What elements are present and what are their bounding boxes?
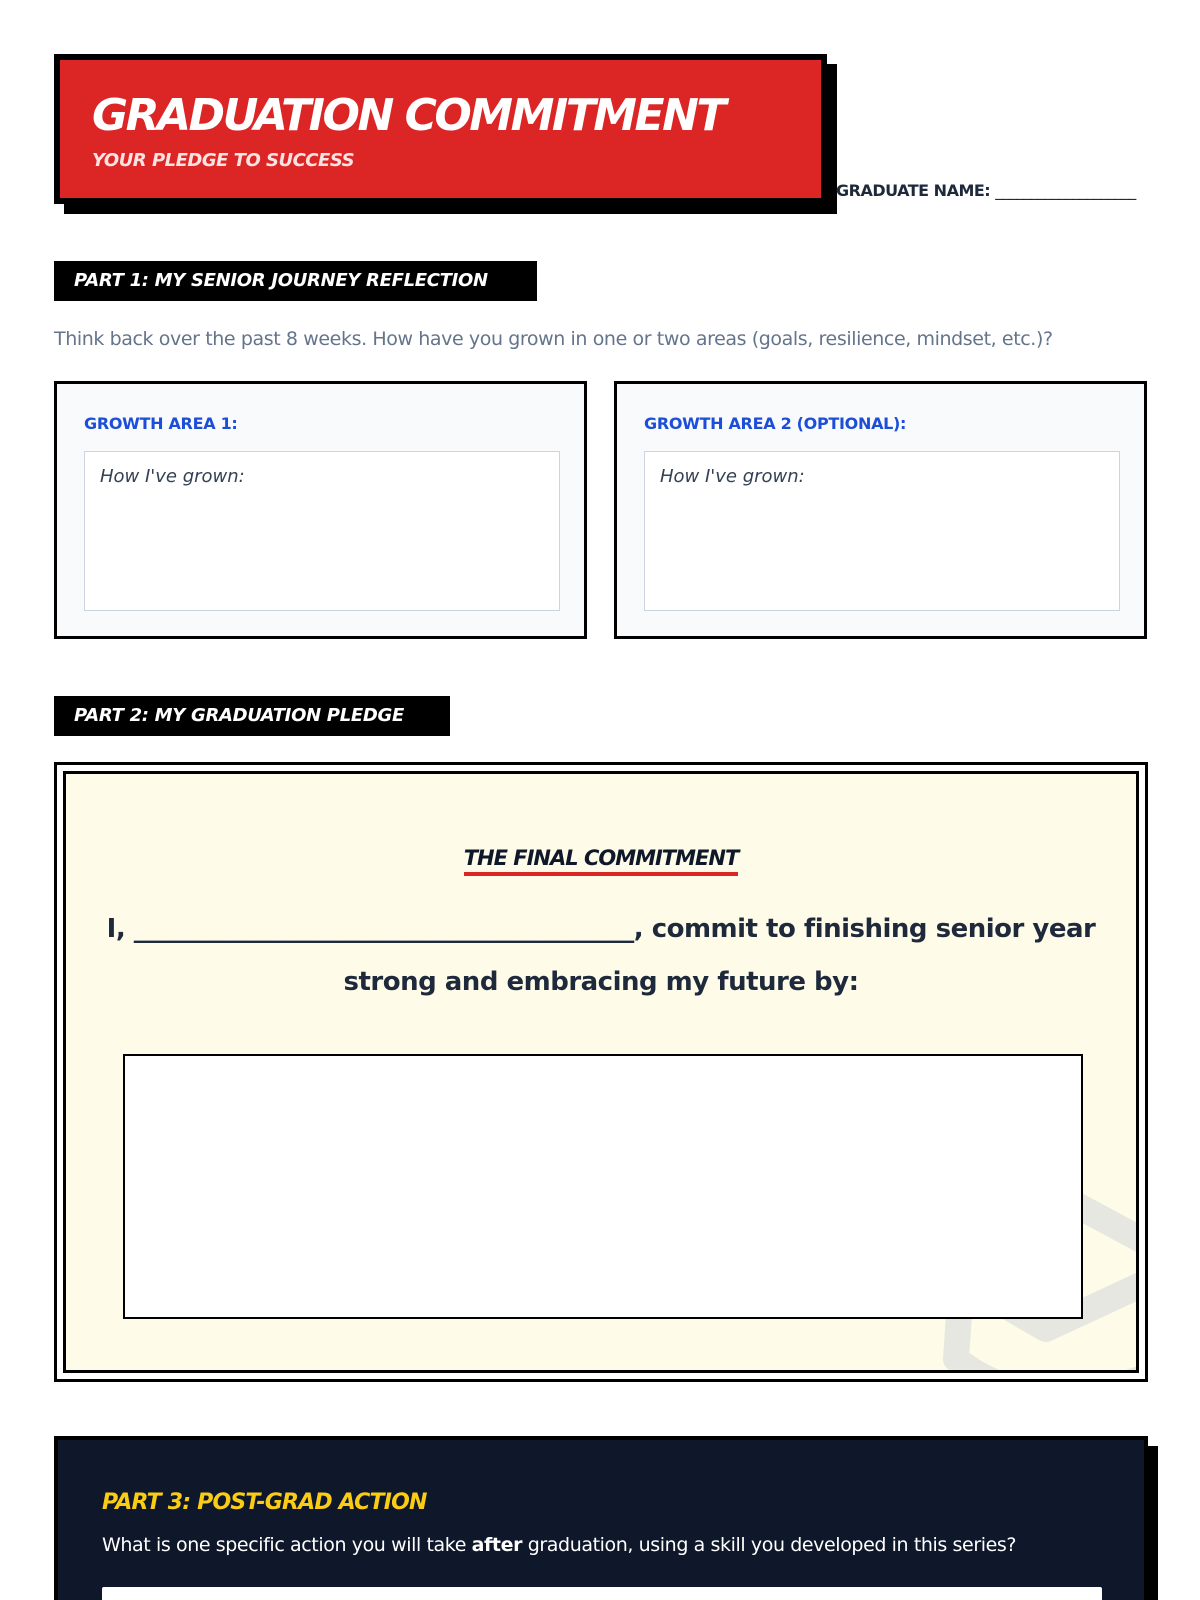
growth-area-2-placeholder: How I've grown:	[660, 466, 805, 487]
page-title: GRADUATION COMMITMENT	[92, 90, 724, 141]
graduate-name-label: GRADUATE NAME:	[836, 181, 991, 200]
part3-response-input[interactable]	[102, 1587, 1102, 1600]
growth-area-2-input[interactable]	[644, 451, 1120, 611]
page-subtitle: YOUR PLEDGE TO SUCCESS	[92, 150, 355, 171]
growth-area-1-placeholder: How I've grown:	[100, 466, 245, 487]
growth-area-2-title: GROWTH AREA 2 (OPTIONAL):	[644, 414, 907, 433]
part2-label: PART 2: MY GRADUATION PLEDGE	[54, 696, 450, 736]
final-commitment-heading-wrap	[66, 846, 1136, 870]
part3-title: PART 3: POST-GRAD ACTION	[102, 1490, 427, 1515]
graduate-name-line: ____________________	[995, 181, 1136, 200]
part3-panel	[54, 1436, 1148, 1600]
pledge-response-input[interactable]	[123, 1054, 1083, 1319]
growth-area-2-card	[614, 381, 1147, 639]
part1-label: PART 1: MY SENIOR JOURNEY REFLECTION	[54, 261, 537, 301]
pledge-panel	[63, 771, 1139, 1373]
graduate-name-field[interactable]	[836, 181, 1135, 200]
part3-question-start: What is one specific action you will take	[102, 1534, 472, 1556]
growth-area-1-input[interactable]	[84, 451, 560, 611]
pledge-statement-line2: strong and embracing my future by:	[343, 967, 859, 997]
pledge-statement-line1: I, ________________________________________, commit to finishing senior year	[106, 914, 1096, 944]
pledge-frame	[54, 762, 1148, 1382]
title-banner	[54, 54, 827, 204]
final-commitment-heading: THE FINAL COMMITMENT	[464, 846, 739, 876]
growth-area-1-card	[54, 381, 587, 639]
part3-question	[102, 1534, 1016, 1556]
part3-question-emphasis: after	[471, 1534, 523, 1556]
part3-question-end: graduation, using a skill you developed in this series?	[522, 1534, 1017, 1556]
part1-prompt: Think back over the past 8 weeks. How have you grown in one or two areas (goals, resilience, mindset, etc.)?	[54, 328, 1053, 350]
growth-area-1-title: GROWTH AREA 1:	[84, 414, 238, 433]
